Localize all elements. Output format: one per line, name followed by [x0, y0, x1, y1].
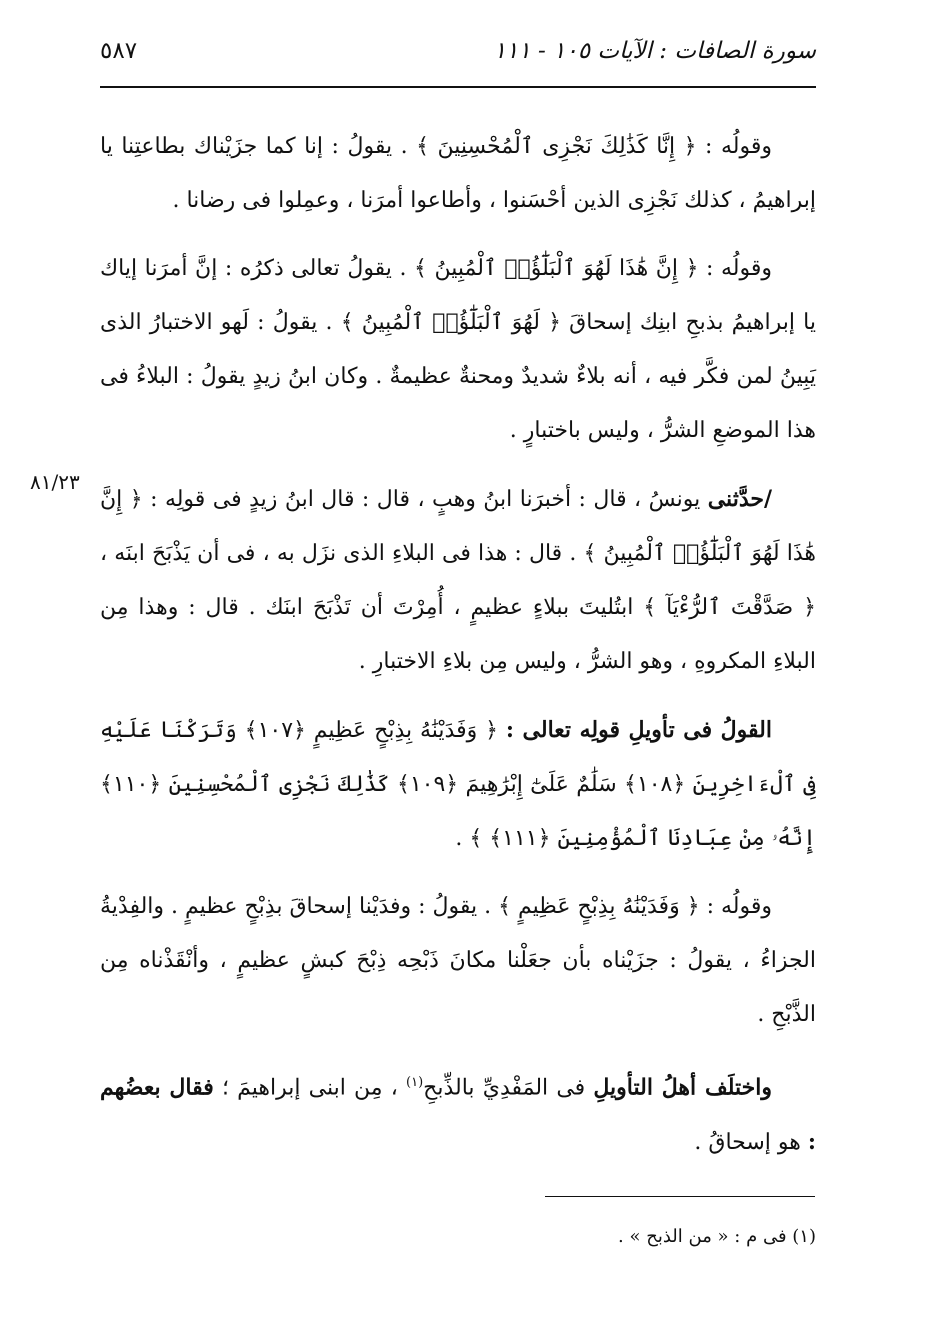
main-text — [100, 120, 816, 1184]
section-heading: القولُ فى تأويلِ قولِه تعالى : — [505, 717, 772, 743]
paragraph-6-after: ، مِن ابنى إبراهيمَ ؛ — [213, 1075, 407, 1101]
footnote: (١) فى م : « من الذبح » . — [618, 1226, 816, 1247]
footnote-marker: (١) — [406, 1075, 424, 1090]
footnote-rule — [545, 1196, 815, 1197]
marginal-reference: ٨١/٢٣ — [30, 470, 80, 494]
paragraph-4-text: ﴿ وَفَدَيْنَٰهُ بِذِبْحٍ عَظِيمٍ ﴿١٠٧﴾ وَتَرَكْنَا عَلَيْهِ فِى ٱلْءَاخِرِينَ ﴿١٠٨﴾ سَلَٰمٌ عَلَىٰٓ إِبْرَٰهِيمَ ﴿١٠٩﴾ كَذَٰلِكَ نَجْزِى ٱلْمُحْسِنِينَ ﴿١١٠﴾ إِنَّهُۥ مِنْ عِبَادِنَا ٱلْمُؤْمِنِينَ ﴿١١١﴾ ﴾ . — [100, 718, 816, 851]
paragraph-4 — [100, 703, 816, 866]
paragraph-2: وقولُه : ﴿ إِنَّ هَٰذَا لَهُوَ ٱلْبَلَٰٓؤُا۟ ٱلْمُبِينُ ﴾ . يقولُ تعالى ذكرُه : إنَّ أمرَنا إياك يا إبراهيمُ بذبحِ ابنِك إسحاقَ ﴿ لَهُوَ ٱلْبَلَٰٓؤُا۟ ٱلْمُبِينُ ﴾ . يقولُ : لَهو الاختبارُ الذى يَبِينُ لمن فكَّر فيه ، أنه بلاءٌ شديدٌ ومحنةٌ عظيمةٌ . وكان ابنُ زيدٍ يقولُ : البلاءُ فى هذا الموضعِ الشرُّ ، وليس باختبارٍ . — [100, 256, 816, 443]
paragraph-6-bold: واختلَف أهلُ التأويلِ — [593, 1074, 773, 1101]
paragraph-6 — [100, 1056, 816, 1170]
header-rule — [100, 86, 816, 88]
page-number: ٥٨٧ — [100, 38, 138, 64]
paragraph-6-bold-suffix: فقال بعضُهم : — [100, 1074, 816, 1156]
paragraph-1: وقولُه : ﴿ إِنَّا كَذَٰلِكَ نَجْزِى ٱلْمُحْسِنِينَ ﴾ . يقولُ : إنا كما جزَيْناك بطاعتِنا يا إبراهيمُ ، كذلك نَجْزِى الذين أحْسَنوا ، وأطاعوا أمرَنا ، وعمِلوا فى رضانا . — [100, 134, 816, 213]
paragraph-6-tail: هو إسحاقُ . — [694, 1130, 808, 1156]
header-title: سورة الصافات : الآيات ١٠٥ - ١١١ — [493, 38, 816, 64]
paragraph-3 — [100, 472, 816, 689]
paragraph-3-text: يونسُ ، قال : أخبرَنا ابنُ وهبٍ ، قال : قال ابنُ زيدٍ فى قولِه : ﴿ إِنَّ هَٰذَا لَهُوَ ٱلْبَلَٰٓؤُا۟ ٱلْمُبِينُ ﴾ . قال : هذا فى البلاءِ الذى نزَل به ، فى أن يَذْبَحَ ابنَه ، ﴿ صَدَّقْتَ ٱلرُّءْيَآ ﴾ ابتُليتَ ببلاءٍ عظيمٍ ، أُمِرْتَ أن تَذْبَحَ ابنَك . قال : وهذا مِن البلاءِ المكروهِ ، وهو الشرُّ ، وليس مِن بلاءِ الاختبارِ . — [100, 487, 816, 674]
paragraph-3-bold: /حدَّثنى — [707, 486, 772, 512]
running-header — [100, 38, 816, 78]
paragraph-6-mid: فى المَفْدِيِّ بالذِّبحِ — [423, 1075, 594, 1101]
paragraph-5: وقولُه : ﴿ وَفَدَيْنَٰهُ بِذِبْحٍ عَظِيمٍ ﴾ . يقولُ : وفدَيْنا إسحاقَ بذِبْحٍ عظيمٍ . والفِدْيةُ الجزاءُ ، يقولُ : جزَيْناه بأن جعَلْنا مكانَ ذَبْحِه ذِبْحَ كبشٍ عظيمٍ ، وأنْقَذْناه مِن الذَّبْحِ . — [100, 894, 816, 1027]
